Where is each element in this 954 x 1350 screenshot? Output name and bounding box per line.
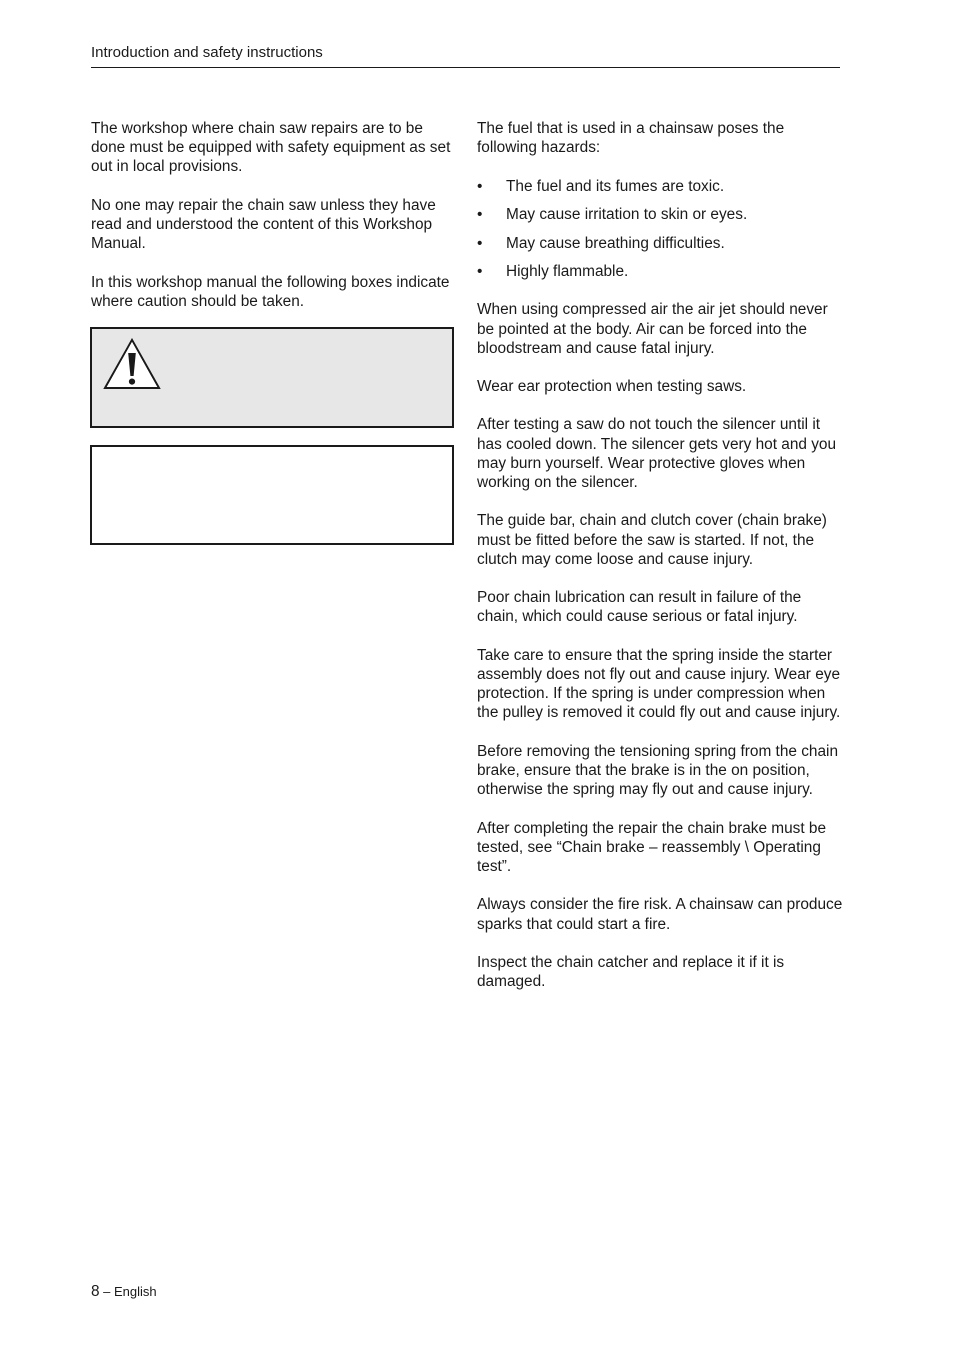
list-item [477,205,843,224]
paragraph-caution-boxes: In this workshop manual the following boxes indicate where caution should be taken. [91,273,450,310]
paragraph-read-manual: No one may repair the chain saw unless they have read and understood the content of this Workshop Manual. [91,196,436,253]
page-number: 8 [91,1283,100,1300]
paragraph-ear-protection: Wear ear protection when testing saws. [477,378,747,396]
page-footer [91,1282,157,1302]
paragraph-workshop-equipment: The workshop where chain saw repairs are to be done must be equipped with safety equipment as set out in local provisions. [91,120,451,176]
paragraph-silencer: After testing a saw do not touch the silencer until it has cooled down. The silencer gets very hot and you may burn yourself. Wear protective gloves when working on the silencer. [477,416,837,492]
paragraph-starter-spring: Take care to ensure that the spring inside the starter assembly does not fly out and cause injury. Wear eye protection. If the spring is under compression when the pulley is removed it could fly out and cause injury. [477,646,841,722]
warning-box [90,327,454,428]
list-item-text: The fuel and its fumes are toxic. [506,177,725,195]
bullet-mark: • [477,263,483,281]
page-language: – English [99,1284,157,1299]
paragraph-compressed-air: When using compressed air the air jet should never be pointed at the body. Air can be forced into the bloodstream and cause fatal injury. [477,301,828,357]
paragraph-chain-lubrication: Poor chain lubrication can result in failure of the chain, which could cause serious or fatal injury. [477,589,802,626]
list-item-text: May cause irritation to skin or eyes. [506,206,748,224]
paragraph-chain-brake-test: After completing the repair the chain brake must be tested, see “Chain brake – reassembly \ Operating test”. [477,819,827,876]
list-item-text: May cause breathing difficulties. [506,234,725,252]
fuel-hazards-list [477,177,843,282]
right-column [477,119,843,1011]
paragraph-tensioning-spring: Before removing the tensioning spring from the chain brake, ensure that the brake is in the on position, otherwise the spring may fly out and cause injury. [477,742,839,799]
left-column [91,119,453,330]
list-item [477,177,843,196]
note-box [90,445,454,545]
warning-triangle-icon [103,338,161,390]
running-header: Introduction and safety instructions [91,44,323,61]
bullet-mark: • [477,234,483,252]
header-rule [91,67,840,68]
fuel-hazards-intro: The fuel that is used in a chainsaw poses the following hazards: [477,120,785,157]
paragraph-guide-bar: The guide bar, chain and clutch cover (chain brake) must be fitted before the saw is started. If not, the clutch may come loose and cause injury. [477,512,827,568]
paragraph-chain-catcher: Inspect the chain catcher and replace it if it is damaged. [477,954,785,991]
bullet-mark: • [477,177,483,195]
list-item [477,262,843,281]
list-item [477,234,843,253]
bullet-mark: • [477,206,483,224]
list-item-text: Highly flammable. [506,263,629,281]
paragraph-fire-risk: Always consider the fire risk. A chainsaw can produce sparks that could start a fire. [477,896,843,933]
